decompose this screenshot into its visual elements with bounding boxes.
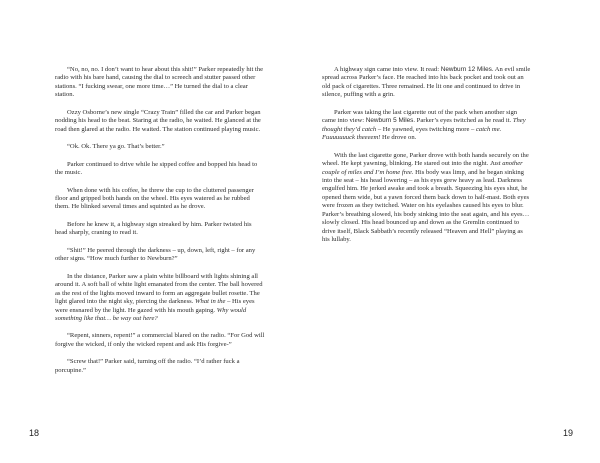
italic-thought: Just another couple of miles and I’m home free.	[322, 160, 523, 176]
paragraph: “Shit!” He peered through the darkness – up, down, left, right – for any other signs. “How much further to Newburn?”	[55, 246, 256, 263]
paragraph: Ozzy Osborne’s new single “Crazy Train” filled the car and Parker began nodding his head to the beat. Staring at the radio, he waited. He glanced at the road then glared at the radio. He waited. The station continued playing music.	[55, 108, 261, 133]
italic-thought: What in the	[195, 298, 226, 306]
paragraph: When done with his coffee, he threw the cup to the cluttered passenger floor and gripped both hands on the wheel. His eyes watered as he rubbed them. He blinked several times and squinted as he drove.	[55, 186, 254, 211]
paragraph	[322, 109, 532, 143]
sign-text: Newburn 12 Miles	[440, 66, 492, 73]
right-page	[300, 0, 600, 463]
page-number: 18	[29, 428, 40, 438]
right-text-column	[322, 66, 532, 254]
paragraph-billboard	[55, 273, 265, 324]
text-run: He drove on.	[380, 134, 417, 142]
paragraph	[322, 152, 532, 245]
text-run: Parker was taking the last cigarette out of the pack when another sign came into view:	[322, 108, 518, 125]
text-run: – He yawned, eyes twitching more –	[376, 125, 476, 133]
paragraph: Parker continued to drive while he sipped coffee and bopped his head to the music.	[55, 160, 258, 177]
billboard-tail: His eyes were ensnared by the light. He gazed with his mouth gaping.	[55, 298, 255, 314]
paragraph: “No, no, no. I don’t want to hear about this shit!” Parker repeatedly hit the radio with his bare hand, causing the dial to screech and stutter passed other stations. “I fucking swear, one more time…” He turned the dial to a clear station.	[55, 66, 263, 99]
dash: –	[225, 298, 233, 306]
paragraph: Before he knew it, a highway sign streaked by him. Parker twisted his head sharply, craning to read it.	[55, 220, 252, 237]
paragraph: “Repent, sinners, repent!” a commercial blared on the radio. “For God will forgive the wicked, if only the wicked repent and ask His forgive-”	[55, 332, 265, 348]
paragraph	[322, 66, 532, 100]
paragraph: “Screw that!” Parker said, turning off the radio. “I’d rather fuck a porcupine.”	[55, 358, 240, 374]
text-run: His body was limp, and he began sinking into the seat – his head lowering – as his eyes grew heavy as lead. Darkness engulfed him. He jerked awake and took a breath. Squeezing his eyes shut, he opened them wide, but a yawn forced them back down to half-mast. Both eyes were frozen as they twitched. Water on his eyelashes caused his eyes to blur. Parker’s breathing slowed, his body sinking into the seat again, and his eyes… slowly closed. His head bounced up and down as the Gremlin continued to drive itself, Black Sabbath’s recently released “Heaven and Hell” playing as his lullaby.	[322, 168, 530, 244]
text-run: . Parker’s eyes twitched as he read it.	[413, 117, 513, 125]
paragraph: “Ok. Ok. There ya go. That’s better.”	[67, 143, 165, 151]
text-run: . An evil smile spread across Parker’s face. He reached into his back pocket and took out an old pack of cigarettes. Three remained. He lit one and continued to drive in silence, puffing with a grin.	[322, 66, 531, 99]
billboard-text: In the distance, Parker saw a plain white billboard with lights shining all around it. A soft ball of white light emanated from the center. The ball hovered as the rest of the lights moved inward to form an aggregate bullet rosette. The light glared into the night sky, piercing the darkness.	[55, 272, 263, 306]
sign-text: Newburn 5 Miles	[365, 117, 414, 125]
text-run: With the last cigarette gone, Parker drove with both hands securely on the wheel. He kept yawning, blinking. He stared out into the night.	[322, 151, 529, 168]
italic-thought: They thought they’d catch	[322, 117, 526, 133]
text-run: A highway sign came into view. It read:	[334, 66, 441, 73]
italic-thought: Why would something like that… be way out here?	[55, 306, 247, 322]
italic-thought: catch me. Fuuuuuuuck theeeem!	[322, 125, 502, 142]
left-text-column	[55, 66, 265, 384]
page-number: 19	[563, 428, 574, 438]
